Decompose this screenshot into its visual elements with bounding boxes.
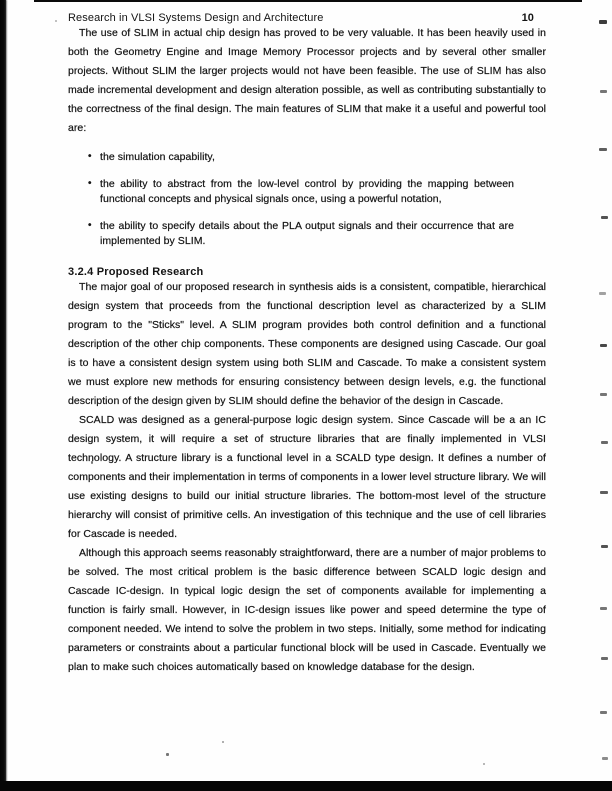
scan-speck xyxy=(55,20,57,22)
scan-edge-bottom xyxy=(0,781,612,791)
scan-speck xyxy=(483,763,485,765)
list-item-text: the ability to specify details about the PLA output signals and their occurrence that are implemented by SLIM. xyxy=(100,219,514,247)
running-title: Research in VLSI Systems Design and Architecture xyxy=(68,12,324,24)
page-number: 10 xyxy=(521,12,534,24)
scan-edge-top xyxy=(34,0,582,2)
page-header xyxy=(68,12,546,24)
scan-speck xyxy=(600,491,608,494)
scan-speck xyxy=(602,757,608,760)
scan-speck xyxy=(599,20,607,24)
scan-edge-left xyxy=(0,0,6,791)
scan-speck xyxy=(600,607,607,610)
paragraph-scald: SCALD was designed as a general-purpose logic design system. Since Cascade will be a an IC design system, it will require a set of structure libraries that are finally implemented in VLSI technology. A structure library is a functional level in a SCALD type design. It defines a number of components and their implementation in terms of components in a lower level structure library. We will use existing designs to build our initial structure libraries. The bottom-most level of the structure hierarchy will consist of primitive cells. An investigation of this technique and the use of cell libraries for Cascade is needed. xyxy=(68,413,546,540)
scan-speck xyxy=(601,441,608,444)
slim-feature-list xyxy=(90,150,514,250)
document-content xyxy=(68,12,546,677)
scan-speck xyxy=(601,216,608,219)
scan-speck xyxy=(600,344,607,347)
paragraph-problems: Although this approach seems reasonably straightforward, there are a number of major problems to be solved. The most critical problem is the basic difference between SCALD logic design and Cascade IC-design. In typical logic design the set of components available for implementing a function is fairly small. However, in IC-design issues like power and speed determine the type of component needed. We intend to solve the problem in two steps. Initially, some method for indicating parameters or constraints about a particular functional block will be used in Cascade. Eventually we plan to make such choices automatically based on knowledge database for the design. xyxy=(68,546,546,673)
list-item xyxy=(90,150,514,166)
section-heading: 3.2.4 Proposed Research xyxy=(68,265,204,278)
paragraph-proposed-research: The major goal of our proposed research in synthesis aids is a consistent, compatible, hierarchical design system that proceeds from the functional description level as characterized by a SLIM program to the "Sticks" level. A SLIM program provides both control definition and a functional description of the other chip components. These components are designed using Cascade. Our goal is to have a consistent design system using both SLIM and Cascade. To make a consistent system we must explore new methods for ensuring consistency between design levels, e.g. the functional description of the design given by SLIM should define the behavior of the design in Cascade. xyxy=(68,280,546,407)
scan-speck xyxy=(600,711,607,714)
scan-speck xyxy=(599,148,607,151)
scan-speck xyxy=(222,741,224,743)
bullet-icon: • xyxy=(88,151,92,162)
list-item-text: the ability to abstract from the low-level control by providing the mapping between functional concepts and physical signals once, using a powerful notation, xyxy=(100,177,514,205)
bullet-icon: • xyxy=(88,219,92,231)
scan-speck xyxy=(599,292,606,295)
paragraph-slim-use: The use of SLIM in actual chip design has proved to be very valuable. It has been heavily used in both the Geometry Engine and Image Memory Processor projects and by several other smaller projects. Without SLIM the larger projects would not have been feasible. The use of SLIM has also made incremental development and design alteration possible, as well as contributing substantially to the correctness of the final design. The main features of SLIM that make it a useful and powerful tool are: xyxy=(68,27,546,134)
scan-speck xyxy=(600,90,607,93)
scan-speck xyxy=(601,657,608,660)
bullet-icon: • xyxy=(88,177,92,189)
scan-speck xyxy=(600,393,607,396)
list-item xyxy=(90,177,514,208)
list-item-text: the simulation capability, xyxy=(100,151,215,163)
list-item xyxy=(90,219,514,250)
scan-speck xyxy=(601,545,608,548)
scan-speck xyxy=(166,753,169,756)
